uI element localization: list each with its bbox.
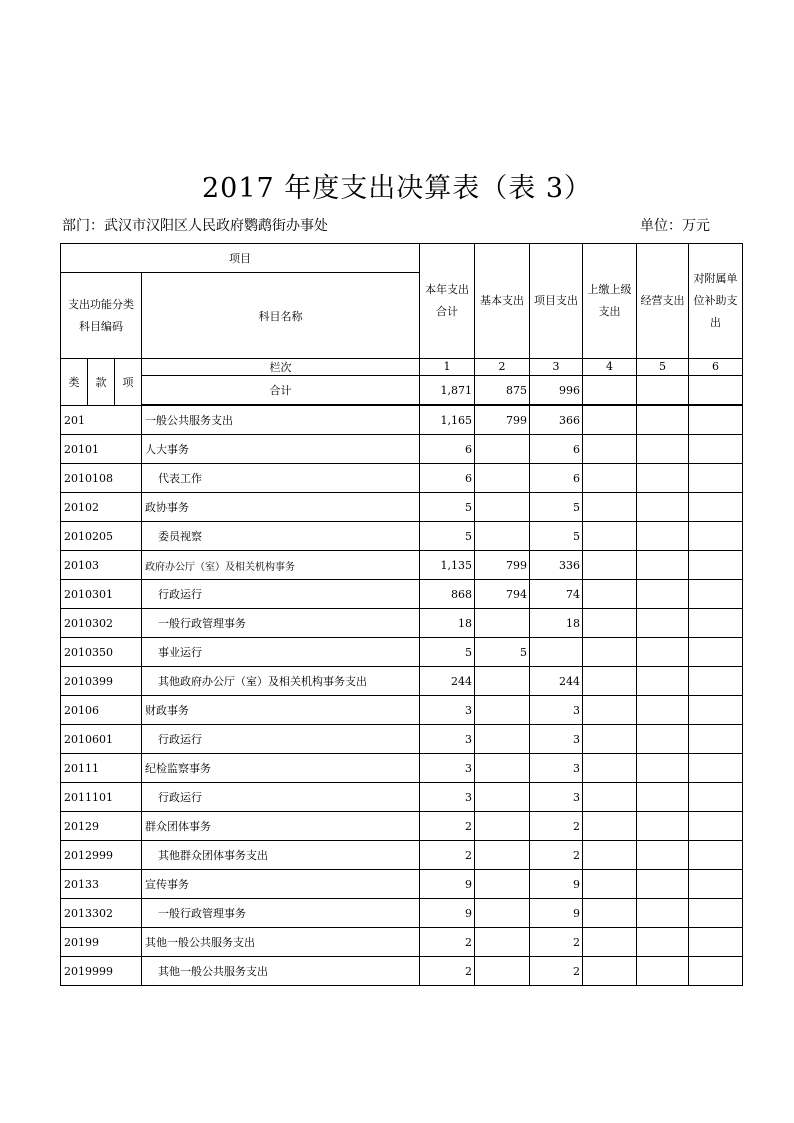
row-value: 2 bbox=[530, 928, 583, 957]
row-value bbox=[583, 957, 637, 986]
row-name: 行政运行 bbox=[142, 580, 420, 609]
row-value bbox=[689, 551, 743, 580]
row-value bbox=[530, 638, 583, 667]
row-code: 20199 bbox=[61, 928, 142, 957]
row-value bbox=[583, 522, 637, 551]
row-value bbox=[475, 696, 530, 725]
row-value bbox=[475, 812, 530, 841]
row-value bbox=[637, 812, 689, 841]
row-value bbox=[475, 667, 530, 696]
row-value bbox=[689, 957, 743, 986]
row-value bbox=[689, 928, 743, 957]
row-value bbox=[689, 406, 743, 435]
row-code: 20101 bbox=[61, 435, 142, 464]
row-value bbox=[583, 899, 637, 928]
table-row bbox=[61, 493, 743, 522]
header-col-5: 经营支出 bbox=[637, 244, 689, 359]
page-title: 2017 年度支出决算表（表 3） bbox=[201, 173, 593, 204]
row-value bbox=[475, 870, 530, 899]
row-value: 1,165 bbox=[420, 406, 475, 435]
row-value bbox=[583, 754, 637, 783]
row-value: 3 bbox=[420, 754, 475, 783]
row-value bbox=[689, 783, 743, 812]
row-value bbox=[583, 667, 637, 696]
row-value: 244 bbox=[420, 667, 475, 696]
row-value bbox=[689, 464, 743, 493]
row-value: 6 bbox=[420, 464, 475, 493]
row-value bbox=[583, 609, 637, 638]
row-value bbox=[583, 928, 637, 957]
row-value bbox=[689, 841, 743, 870]
row-code: 2010205 bbox=[61, 522, 142, 551]
row-value: 18 bbox=[420, 609, 475, 638]
row-value bbox=[637, 725, 689, 754]
row-value bbox=[637, 638, 689, 667]
row-value bbox=[475, 928, 530, 957]
total-label: 合计 bbox=[142, 376, 420, 405]
row-value: 5 bbox=[420, 522, 475, 551]
row-value: 9 bbox=[530, 870, 583, 899]
row-code: 2010108 bbox=[61, 464, 142, 493]
row-name: 一般公共服务支出 bbox=[142, 406, 420, 435]
total-value: 996 bbox=[530, 376, 583, 405]
table-row bbox=[61, 551, 743, 580]
row-value bbox=[475, 493, 530, 522]
row-name: 一般行政管理事务 bbox=[142, 609, 420, 638]
row-value bbox=[637, 406, 689, 435]
table-row bbox=[61, 899, 743, 928]
row-value: 2 bbox=[420, 928, 475, 957]
row-code: 2013302 bbox=[61, 899, 142, 928]
row-value: 9 bbox=[420, 870, 475, 899]
row-name: 其他一般公共服务支出 bbox=[142, 928, 420, 957]
row-value: 3 bbox=[420, 696, 475, 725]
table-row bbox=[61, 696, 743, 725]
row-code: 2010601 bbox=[61, 725, 142, 754]
total-value: 875 bbox=[475, 376, 530, 405]
row-value: 794 bbox=[475, 580, 530, 609]
row-name: 群众团体事务 bbox=[142, 812, 420, 841]
row-value bbox=[689, 522, 743, 551]
table-row bbox=[61, 957, 743, 986]
row-value: 2 bbox=[530, 841, 583, 870]
header-col-4: 上缴上级支出 bbox=[583, 244, 637, 359]
unit-label: 单位：万元 bbox=[640, 218, 710, 234]
total-value bbox=[637, 376, 689, 405]
header-project: 项目 bbox=[61, 244, 420, 273]
table-row bbox=[61, 464, 743, 493]
colnum-6: 6 bbox=[689, 358, 743, 376]
colnum-2: 2 bbox=[475, 358, 530, 376]
table-row bbox=[61, 870, 743, 899]
row-value: 799 bbox=[475, 551, 530, 580]
header-code-label: 支出功能分类科目编码 bbox=[61, 273, 142, 359]
row-value bbox=[583, 493, 637, 522]
row-value bbox=[689, 638, 743, 667]
row-value bbox=[637, 841, 689, 870]
row-value: 3 bbox=[530, 696, 583, 725]
total-value bbox=[689, 376, 743, 405]
row-value bbox=[689, 493, 743, 522]
row-value bbox=[637, 957, 689, 986]
colnum-1: 1 bbox=[420, 358, 475, 376]
row-value: 366 bbox=[530, 406, 583, 435]
row-value: 2 bbox=[420, 957, 475, 986]
row-value: 6 bbox=[530, 435, 583, 464]
row-value: 9 bbox=[530, 899, 583, 928]
row-code: 2012999 bbox=[61, 841, 142, 870]
row-value: 2 bbox=[420, 841, 475, 870]
row-value bbox=[637, 899, 689, 928]
header-name-label: 科目名称 bbox=[142, 273, 420, 359]
header-col-1: 本年支出合计 bbox=[420, 244, 475, 359]
header-colnum-label: 栏次 bbox=[142, 359, 420, 376]
row-value bbox=[689, 725, 743, 754]
row-code: 20103 bbox=[61, 551, 142, 580]
row-value bbox=[583, 870, 637, 899]
row-value: 1,135 bbox=[420, 551, 475, 580]
row-value: 336 bbox=[530, 551, 583, 580]
row-value: 5 bbox=[530, 493, 583, 522]
total-value bbox=[583, 376, 637, 405]
header-col-2: 基本支出 bbox=[475, 244, 530, 359]
row-value bbox=[475, 609, 530, 638]
row-value bbox=[637, 667, 689, 696]
row-value bbox=[637, 928, 689, 957]
row-name: 事业运行 bbox=[142, 638, 420, 667]
row-value: 2 bbox=[530, 957, 583, 986]
row-value bbox=[583, 812, 637, 841]
row-name: 一般行政管理事务 bbox=[142, 899, 420, 928]
colnum-4: 4 bbox=[583, 358, 637, 376]
row-value: 5 bbox=[420, 493, 475, 522]
row-value bbox=[637, 580, 689, 609]
row-value bbox=[689, 754, 743, 783]
row-value bbox=[475, 783, 530, 812]
row-code: 20133 bbox=[61, 870, 142, 899]
row-name: 财政事务 bbox=[142, 696, 420, 725]
row-value bbox=[583, 841, 637, 870]
row-name: 行政运行 bbox=[142, 783, 420, 812]
row-value: 74 bbox=[530, 580, 583, 609]
row-value bbox=[475, 522, 530, 551]
table-row bbox=[61, 667, 743, 696]
row-value bbox=[689, 899, 743, 928]
row-value bbox=[689, 667, 743, 696]
header-col-6: 对附属单位补助支出 bbox=[689, 244, 743, 359]
row-value bbox=[689, 696, 743, 725]
row-value: 868 bbox=[420, 580, 475, 609]
row-value bbox=[583, 464, 637, 493]
row-name: 代表工作 bbox=[142, 464, 420, 493]
header-lei: 类 bbox=[61, 359, 88, 406]
row-name: 纪检监察事务 bbox=[142, 754, 420, 783]
table-row bbox=[61, 841, 743, 870]
row-name: 行政运行 bbox=[142, 725, 420, 754]
expenditure-table bbox=[60, 243, 743, 986]
row-value bbox=[637, 493, 689, 522]
table-row bbox=[61, 638, 743, 667]
row-value bbox=[689, 870, 743, 899]
row-value bbox=[583, 551, 637, 580]
row-value bbox=[475, 464, 530, 493]
row-code: 20129 bbox=[61, 812, 142, 841]
row-value bbox=[475, 957, 530, 986]
row-value: 3 bbox=[420, 783, 475, 812]
table-row bbox=[61, 580, 743, 609]
row-name: 宣传事务 bbox=[142, 870, 420, 899]
row-value bbox=[637, 522, 689, 551]
row-value bbox=[637, 609, 689, 638]
row-value bbox=[637, 754, 689, 783]
row-value: 9 bbox=[420, 899, 475, 928]
row-value bbox=[475, 841, 530, 870]
header-row-project bbox=[61, 244, 743, 273]
row-value: 3 bbox=[530, 754, 583, 783]
row-code: 20111 bbox=[61, 754, 142, 783]
header-kuan: 款 bbox=[88, 359, 115, 406]
total-value: 1,871 bbox=[420, 376, 475, 405]
table-row bbox=[61, 406, 743, 435]
total-row bbox=[61, 376, 743, 405]
row-value bbox=[637, 551, 689, 580]
table-row bbox=[61, 812, 743, 841]
row-code: 20106 bbox=[61, 696, 142, 725]
row-code: 20102 bbox=[61, 493, 142, 522]
table-row bbox=[61, 725, 743, 754]
row-code: 2010301 bbox=[61, 580, 142, 609]
row-value: 2 bbox=[420, 812, 475, 841]
header-col-3: 项目支出 bbox=[530, 244, 583, 359]
row-value bbox=[689, 609, 743, 638]
row-value bbox=[637, 464, 689, 493]
row-name: 人大事务 bbox=[142, 435, 420, 464]
row-name: 其他政府办公厅（室）及相关机构事务支出 bbox=[142, 667, 420, 696]
row-name: 委员视察 bbox=[142, 522, 420, 551]
row-value: 3 bbox=[530, 783, 583, 812]
row-code: 2019999 bbox=[61, 957, 142, 986]
row-value bbox=[475, 725, 530, 754]
row-value: 2 bbox=[530, 812, 583, 841]
table-row bbox=[61, 435, 743, 464]
row-value: 3 bbox=[530, 725, 583, 754]
row-value bbox=[475, 899, 530, 928]
row-name: 其他一般公共服务支出 bbox=[142, 957, 420, 986]
department-label: 部门：武汉市汉阳区人民政府鹦鹉街办事处 bbox=[62, 218, 328, 234]
row-value bbox=[583, 406, 637, 435]
row-value bbox=[475, 435, 530, 464]
row-value bbox=[637, 696, 689, 725]
table-row bbox=[61, 754, 743, 783]
row-value bbox=[689, 580, 743, 609]
row-value bbox=[583, 725, 637, 754]
row-code: 2010350 bbox=[61, 638, 142, 667]
row-code: 2010399 bbox=[61, 667, 142, 696]
table-row bbox=[61, 522, 743, 551]
row-value: 5 bbox=[530, 522, 583, 551]
row-value bbox=[583, 783, 637, 812]
table-row bbox=[61, 609, 743, 638]
row-name: 政协事务 bbox=[142, 493, 420, 522]
colnum-5: 5 bbox=[637, 358, 689, 376]
row-value bbox=[583, 435, 637, 464]
row-value: 6 bbox=[420, 435, 475, 464]
header-xiang: 项 bbox=[115, 359, 142, 406]
row-value bbox=[637, 870, 689, 899]
row-value: 5 bbox=[475, 638, 530, 667]
row-value: 18 bbox=[530, 609, 583, 638]
row-name: 政府办公厅（室）及相关机构事务 bbox=[142, 551, 420, 580]
table-row bbox=[61, 783, 743, 812]
row-value bbox=[583, 580, 637, 609]
row-value: 5 bbox=[420, 638, 475, 667]
row-name: 其他群众团体事务支出 bbox=[142, 841, 420, 870]
colnum-3: 3 bbox=[530, 358, 583, 376]
row-value: 244 bbox=[530, 667, 583, 696]
row-value: 799 bbox=[475, 406, 530, 435]
row-value bbox=[637, 435, 689, 464]
row-value bbox=[583, 696, 637, 725]
row-value bbox=[475, 754, 530, 783]
row-value: 3 bbox=[420, 725, 475, 754]
table-row bbox=[61, 928, 743, 957]
row-value bbox=[689, 812, 743, 841]
row-value bbox=[583, 638, 637, 667]
row-code: 201 bbox=[61, 406, 142, 435]
row-value bbox=[689, 435, 743, 464]
row-code: 2010302 bbox=[61, 609, 142, 638]
row-code: 2011101 bbox=[61, 783, 142, 812]
row-value bbox=[637, 783, 689, 812]
row-value: 6 bbox=[530, 464, 583, 493]
